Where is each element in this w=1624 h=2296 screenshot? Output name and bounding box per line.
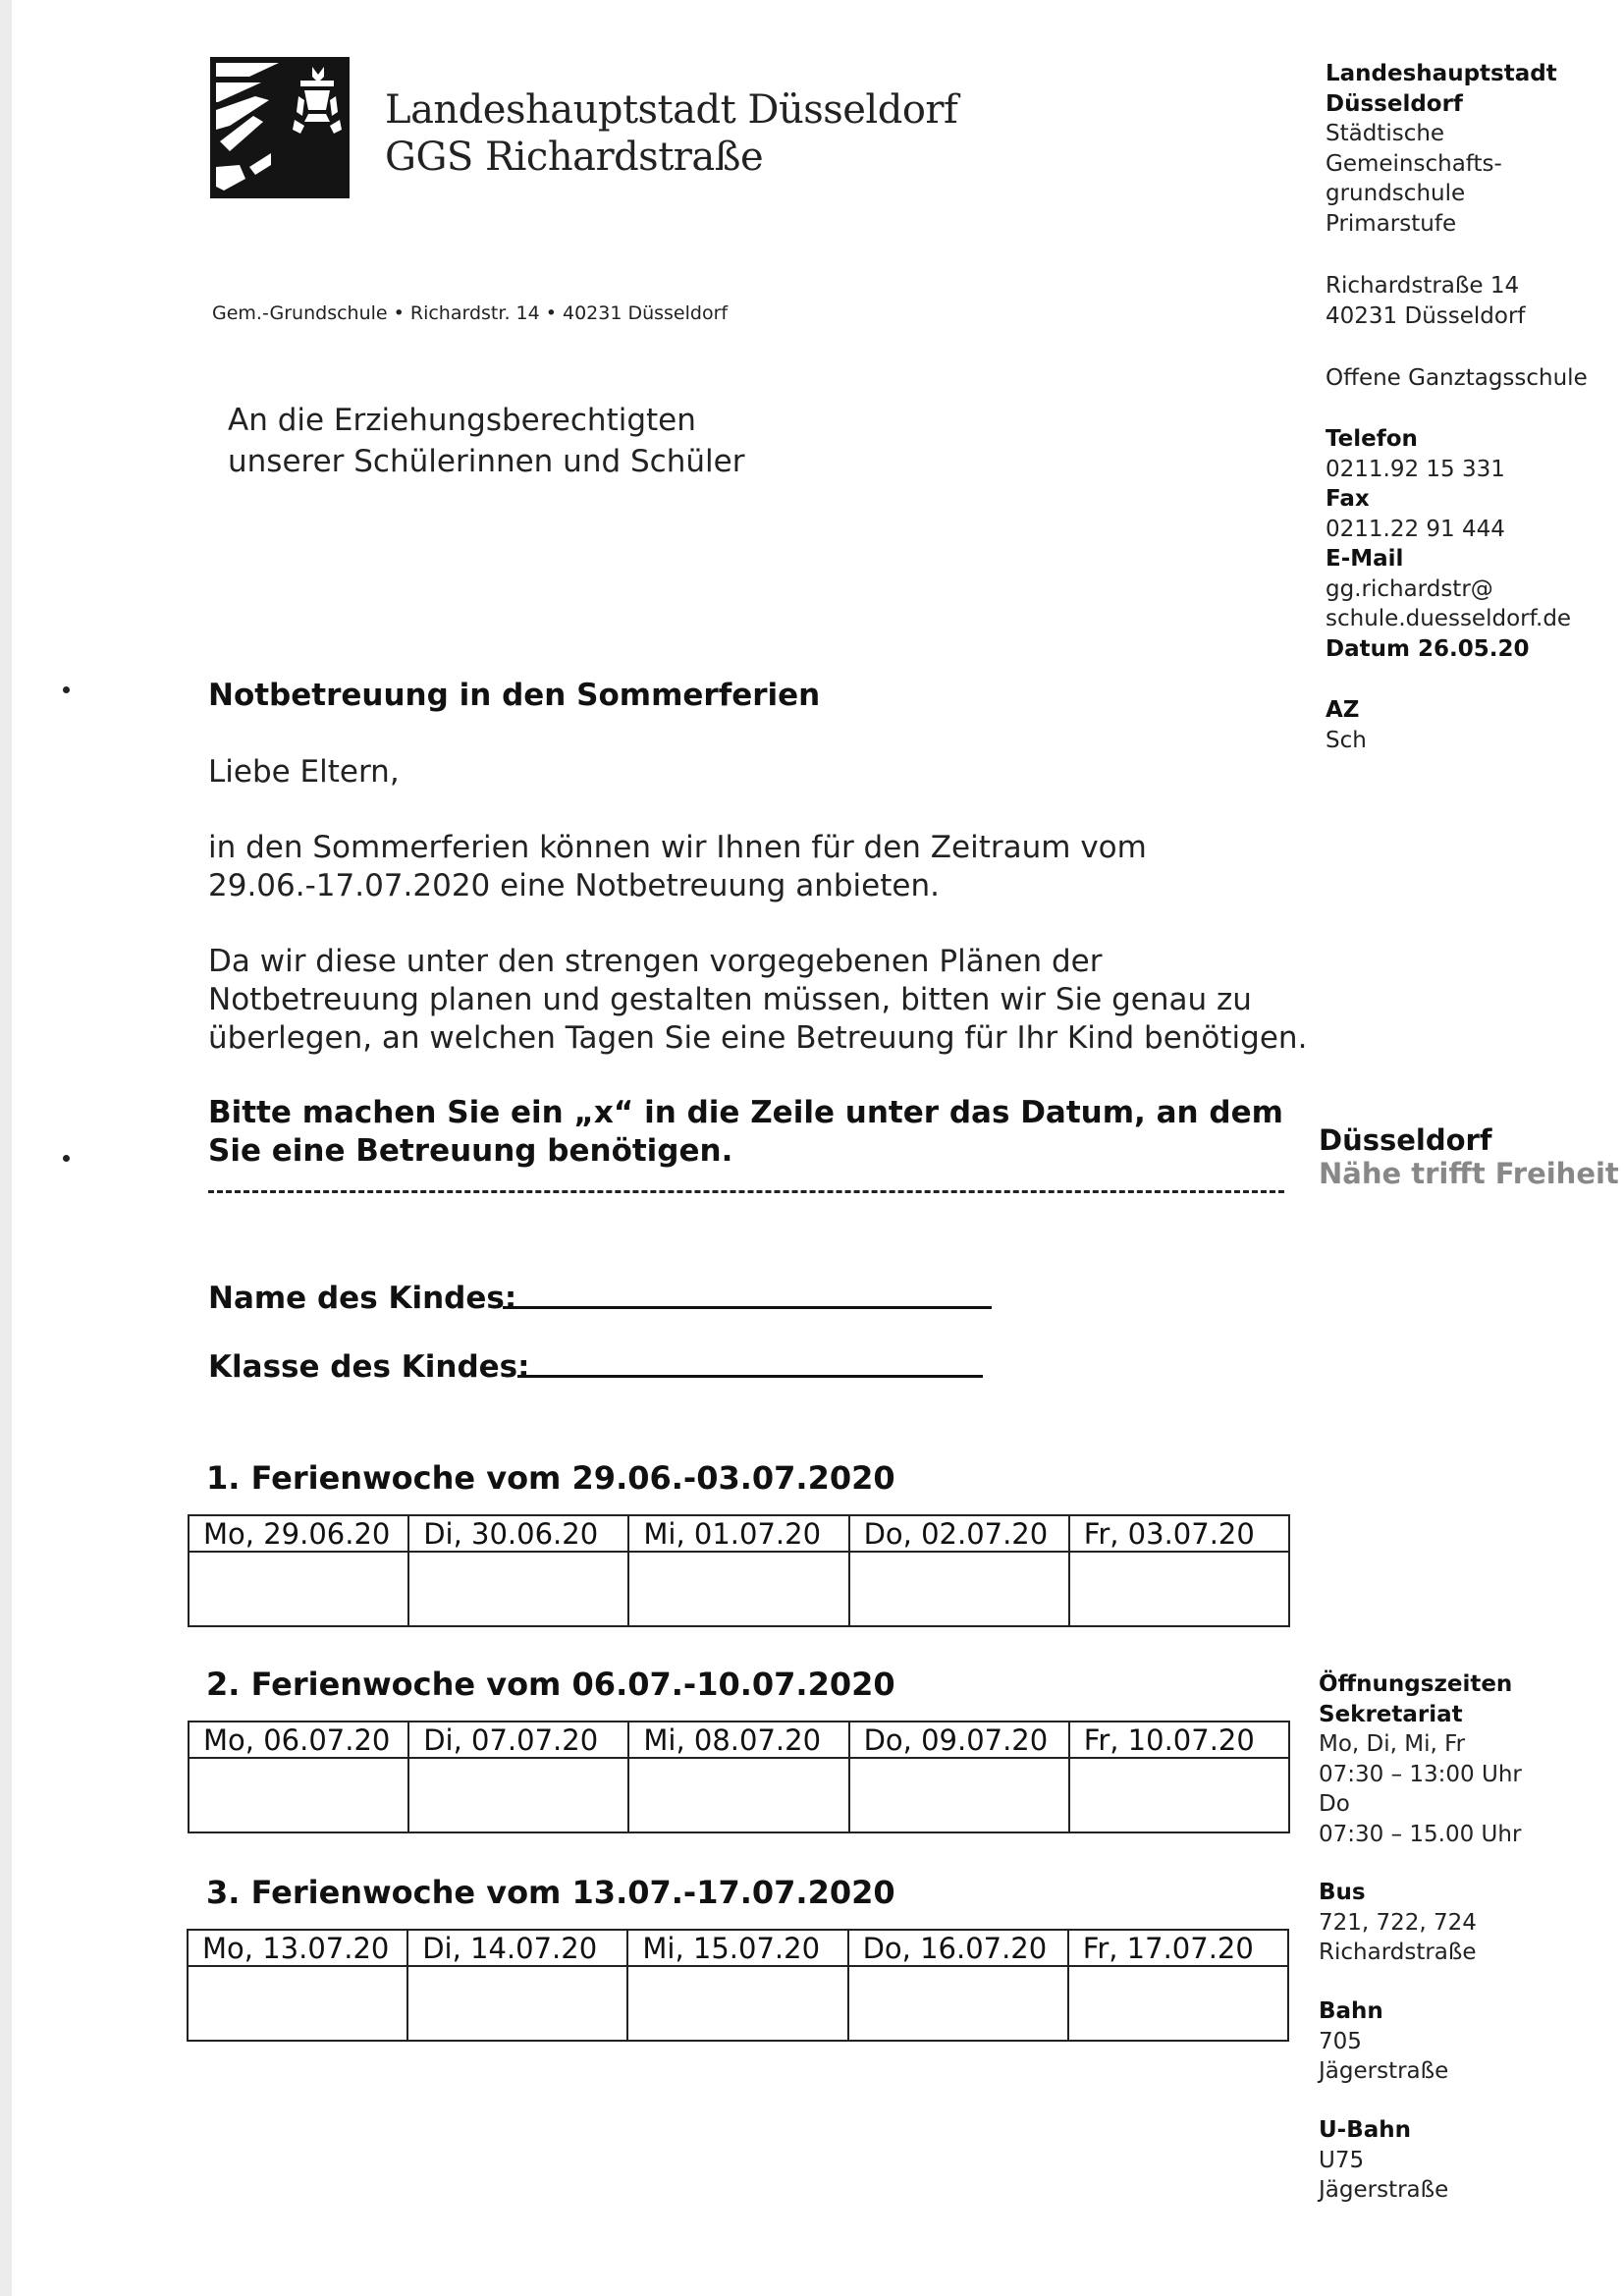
sidebar-hours-line: 07:30 – 15.00 Uhr (1319, 1821, 1522, 1847)
mark-cell[interactable] (849, 1758, 1069, 1832)
mark-cell[interactable] (189, 1758, 408, 1832)
mark-row (189, 1552, 1289, 1626)
cut-line-divider (208, 1190, 1284, 1193)
date-header-cell: Mi, 15.07.20 (627, 1930, 847, 1966)
sidebar-address (1326, 271, 1610, 331)
sidebar-contact (1326, 424, 1610, 664)
sidebar-email: schule.duesseldorf.de (1326, 606, 1572, 631)
mark-cell[interactable] (849, 1552, 1069, 1626)
date-header-row (189, 1722, 1289, 1758)
mark-cell[interactable] (407, 1966, 627, 2041)
sidebar-subway (1319, 2115, 1613, 2206)
mark-cell[interactable] (188, 1966, 407, 2041)
body-paragraph: in den Sommerferien können wir Ihnen für den Zeitraum vom 29.06.-17.07.2020 eine Notbetreuung anbieten. (208, 830, 1147, 903)
sidebar-subway-label: U-Bahn (1319, 2117, 1412, 2143)
letter-subject: Notbetreuung in den Sommerferien (208, 678, 821, 713)
sidebar-email: gg.richardstr@ (1326, 575, 1493, 602)
child-name-field[interactable] (503, 1306, 992, 1309)
sidebar-org-line: grundschule (1326, 181, 1466, 206)
mark-cell[interactable] (408, 1552, 628, 1626)
sidebar-phone-label: Telefon (1326, 426, 1418, 452)
mark-cell[interactable] (408, 1758, 628, 1832)
scan-edge (0, 0, 12, 2296)
sidebar-subway-line: U75 (1319, 2147, 1365, 2173)
date-header-cell: Di, 14.07.20 (407, 1930, 627, 1966)
sidebar-az-label: AZ (1326, 697, 1360, 723)
mark-cell[interactable] (1069, 1552, 1289, 1626)
mark-cell[interactable] (627, 1966, 847, 2041)
week-title: 2. Ferienwoche vom 06.07.-10.07.2020 (206, 1666, 895, 1703)
city-brand-logo (1319, 1123, 1619, 1190)
sidebar-tram-line: Jägerstraße (1319, 2058, 1449, 2084)
sidebar-subway-line: Jägerstraße (1319, 2177, 1449, 2203)
week-title: 1. Ferienwoche vom 29.06.-03.07.2020 (206, 1459, 895, 1497)
mark-row (189, 1758, 1289, 1832)
date-header-cell: Do, 09.07.20 (849, 1722, 1069, 1758)
mark-cell[interactable] (189, 1552, 408, 1626)
mark-cell[interactable] (1069, 1758, 1289, 1832)
date-header-cell: Fr, 17.07.20 (1068, 1930, 1288, 1966)
sidebar-org-title: Düsseldorf (1326, 90, 1463, 117)
sidebar-bus-label: Bus (1319, 1880, 1366, 1905)
sidebar-hours-line: Mo, Di, Mi, Fr (1319, 1731, 1466, 1757)
date-header-cell: Mo, 29.06.20 (189, 1515, 408, 1552)
week-title: 3. Ferienwoche vom 13.07.-17.07.2020 (206, 1874, 895, 1911)
sidebar-az: Sch (1326, 727, 1367, 753)
sidebar-email-label: E-Mail (1326, 546, 1404, 572)
child-class-field[interactable] (517, 1375, 983, 1378)
mark-cell[interactable] (848, 1966, 1068, 2041)
sidebar-organisation (1326, 59, 1610, 239)
hole-punch-mark (63, 1155, 70, 1162)
sidebar-reference (1326, 695, 1610, 755)
sidebar-fax-label: Fax (1326, 486, 1370, 512)
recipient-line: An die Erziehungsberechtigten (228, 403, 696, 438)
city-crest-icon (210, 57, 350, 198)
date-header-cell: Di, 07.07.20 (408, 1722, 628, 1758)
sidebar-fax: 0211.22 91 444 (1326, 516, 1505, 542)
mark-cell[interactable] (1068, 1966, 1288, 2041)
mark-row (188, 1966, 1288, 2041)
brand-city: Düsseldorf (1319, 1123, 1492, 1157)
city-logo (210, 57, 350, 198)
letterhead-city: Landeshauptstadt Düsseldorf (385, 87, 958, 133)
sidebar-date: Datum 26.05.20 (1326, 635, 1530, 662)
date-header-cell: Do, 16.07.20 (848, 1930, 1068, 1966)
instruction-text: Bitte machen Sie ein „x“ in die Zeile unter das Datum, an dem Sie eine Betreuung benötigen. (208, 1095, 1283, 1169)
mark-cell[interactable] (628, 1758, 848, 1832)
sidebar-org-title: Landeshauptstadt (1326, 61, 1557, 86)
sidebar-org-line: Primarstufe (1326, 210, 1457, 237)
greeting: Liebe Eltern, (208, 754, 400, 790)
sidebar-hours-line: Do (1319, 1791, 1350, 1817)
child-class-label: Klasse des Kindes: (208, 1349, 530, 1385)
week-table (187, 1929, 1289, 2042)
sidebar-street: Richardstraße 14 (1326, 273, 1520, 299)
week-table (188, 1514, 1290, 1627)
sidebar-city: 40231 Düsseldorf (1326, 302, 1526, 329)
hole-punch-mark (63, 686, 70, 693)
sidebar-hours-label: Öffnungszeiten (1319, 1671, 1513, 1697)
date-header-row (188, 1930, 1288, 1966)
sidebar-ogs: Offene Ganztagsschule (1326, 365, 1588, 391)
sidebar-bus-line: Richardstraße (1319, 1940, 1477, 1965)
date-header-cell: Do, 02.07.20 (849, 1515, 1069, 1552)
date-header-cell: Mi, 01.07.20 (628, 1515, 848, 1552)
sidebar-org-line: Städtische (1326, 121, 1445, 146)
sidebar-tram-line: 705 (1319, 2028, 1362, 2054)
brand-slogan: Nähe trifft Freiheit (1319, 1157, 1619, 1190)
date-header-cell: Mo, 13.07.20 (188, 1930, 407, 1966)
letterhead-school: GGS Richardstraße (385, 135, 764, 180)
week-table (188, 1721, 1290, 1833)
date-header-cell: Mo, 06.07.20 (189, 1722, 408, 1758)
sidebar-bus-line: 721, 722, 724 (1319, 1909, 1477, 1936)
sidebar-hours-label: Sekretariat (1319, 1701, 1463, 1727)
child-name-label: Name des Kindes: (208, 1281, 517, 1316)
date-header-cell: Di, 30.06.20 (408, 1515, 628, 1552)
date-header-cell: Fr, 10.07.20 (1069, 1722, 1289, 1758)
body-paragraph: Da wir diese unter den strengen vorgegebenen Plänen der Notbetreuung planen und gestalten müssen, bitten wir Sie genau zu überlegen, an welchen Tagen Sie eine Betreuung für Ihr Kind benötigen. (208, 944, 1308, 1056)
sender-address-line: Gem.-Grundschule • Richardstr. 14 • 40231 Düsseldorf (212, 302, 729, 324)
sidebar-bus (1319, 1878, 1613, 1968)
sidebar-tram-label: Bahn (1319, 1998, 1383, 2024)
sidebar-org-line: Gemeinschafts- (1326, 150, 1502, 177)
date-header-cell: Fr, 03.07.20 (1069, 1515, 1289, 1552)
sidebar-opening-hours (1319, 1669, 1613, 1849)
recipient-line: unserer Schülerinnen und Schüler (228, 444, 745, 479)
sidebar-tram (1319, 1996, 1613, 2087)
date-header-cell: Mi, 08.07.20 (628, 1722, 848, 1758)
date-header-row (189, 1515, 1289, 1552)
sidebar-phone: 0211.92 15 331 (1326, 456, 1505, 482)
mark-cell[interactable] (628, 1552, 848, 1626)
sidebar-hours-line: 07:30 – 13:00 Uhr (1319, 1761, 1522, 1787)
